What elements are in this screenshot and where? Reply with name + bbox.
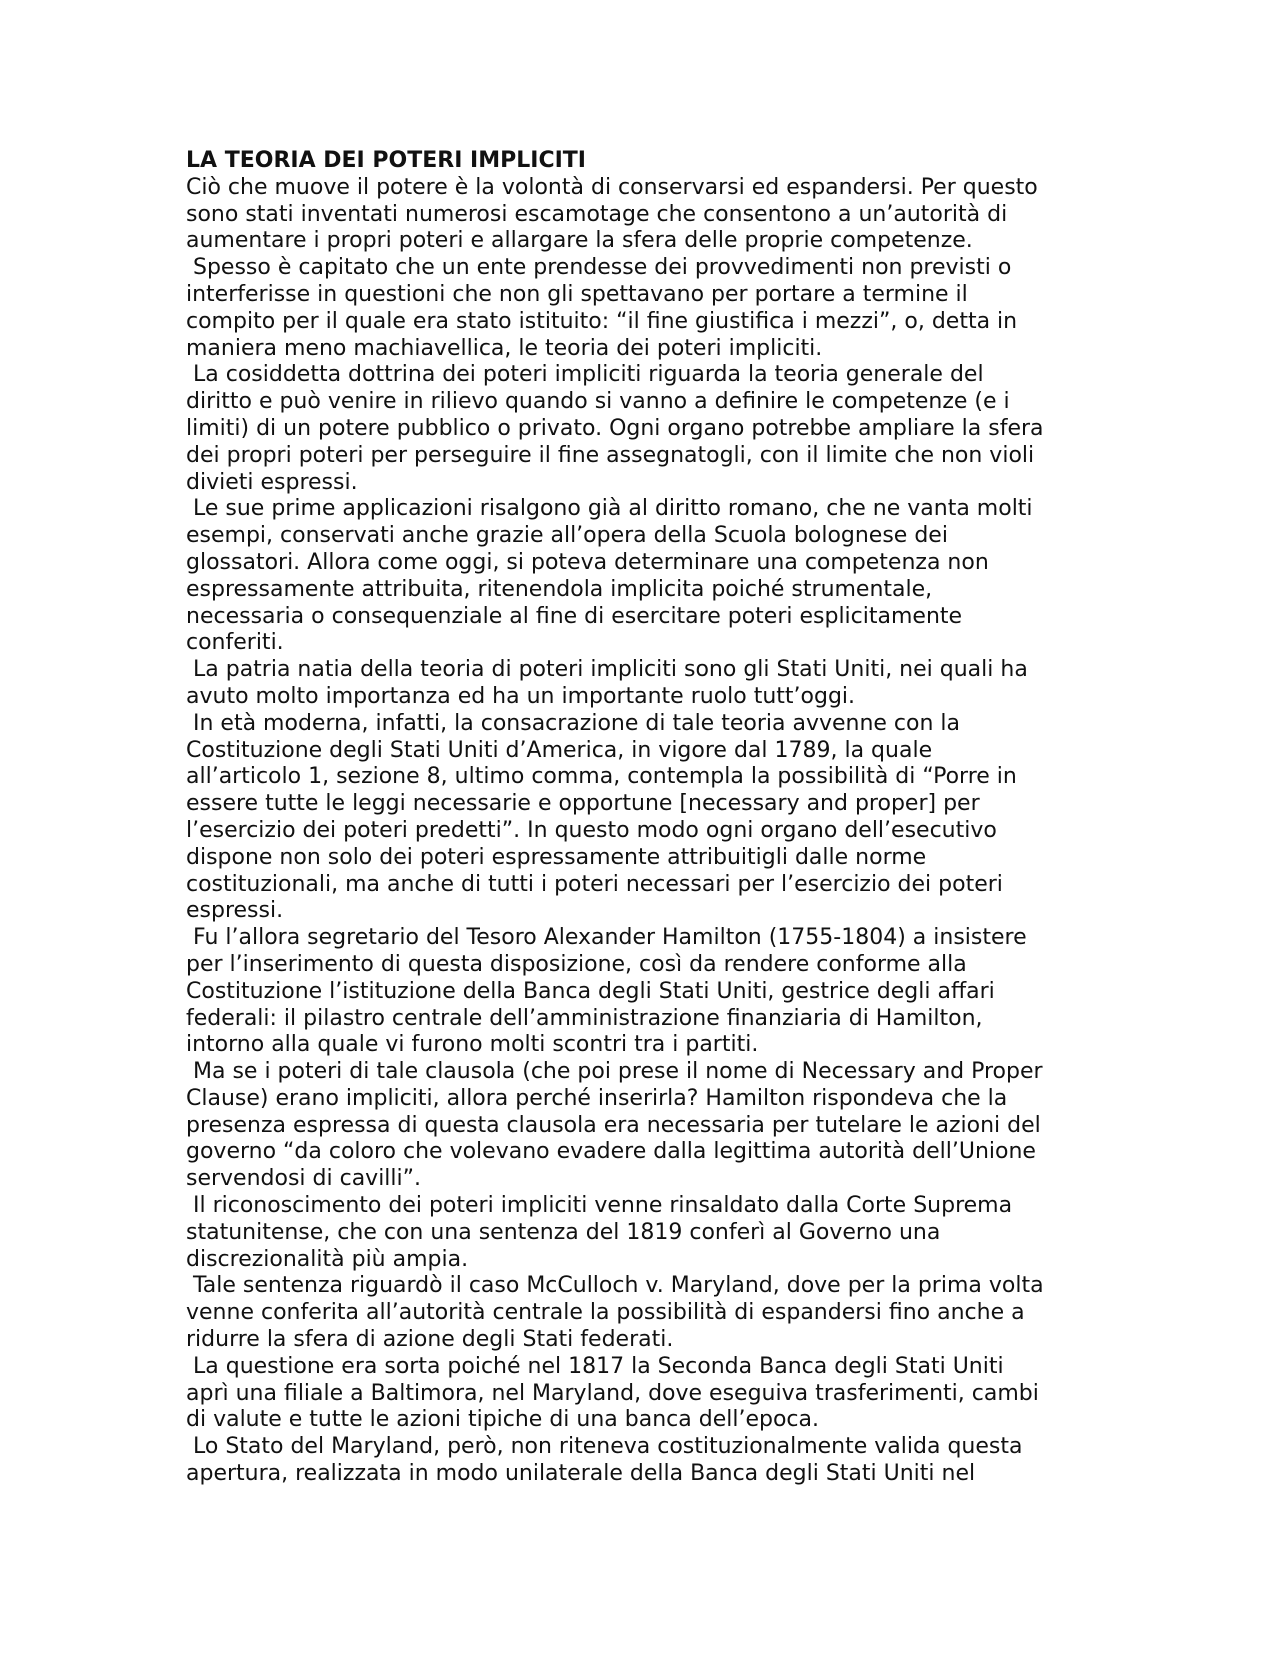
text-line: per l’inserimento di questa disposizione, così da rendere conforme alla — [186, 951, 967, 977]
text-line: espressi. — [186, 898, 284, 924]
text-line: glossatori. Allora come oggi, si poteva determinare una competenza non — [186, 549, 989, 575]
text-line: Costituzione degli Stati Uniti d’America, in vigore dal 1789, la quale — [186, 737, 933, 763]
text-line: avuto molto importanza ed ha un importante ruolo tutt’oggi. — [186, 683, 856, 709]
text-line: compito per il quale era stato istituito: “il fine giustifica i mezzi”, o, detta in — [186, 308, 1018, 334]
text-line: all’articolo 1, sezione 8, ultimo comma, contempla la possibilità di “Porre in — [186, 764, 1017, 790]
text-line: In età moderna, infatti, la consacrazione di tale teoria avvenne con la — [186, 710, 961, 736]
text-line: divieti espressi. — [186, 469, 358, 495]
text-line: essere tutte le leggi necessarie e opportune [necessary and proper] per — [186, 791, 980, 817]
text-line: venne conferita all’autorità centrale la possibilità di espandersi fino anche a — [186, 1300, 1025, 1326]
text-line: servendosi di cavilli”. — [186, 1166, 422, 1192]
text-line: limiti) di un potere pubblico o privato. Ogni organo potrebbe ampliare la sfera — [186, 415, 1044, 441]
text-line: Tale sentenza riguardò il caso McCulloch v. Maryland, dove per la prima volta — [186, 1273, 1044, 1299]
text-line: La questione era sorta poiché nel 1817 la Seconda Banca degli Stati Uniti — [186, 1353, 1004, 1379]
text-line: costituzionali, ma anche di tutti i poteri necessari per l’esercizio dei poteri — [186, 871, 1003, 897]
text-line: ridurre la sfera di azione degli Stati federati. — [186, 1327, 674, 1353]
document-body — [186, 175, 1186, 1488]
text-line: dispone non solo dei poteri espressamente attribuitigli dalle norme — [186, 844, 927, 870]
text-line: Costituzione l’istituzione della Banca degli Stati Uniti, gestrice degli affari — [186, 978, 995, 1004]
text-line: Fu l’allora segretario del Tesoro Alexander Hamilton (1755-1804) a insistere — [186, 925, 1027, 951]
text-line: maniera meno machiavellica, le teoria dei poteri impliciti. — [186, 335, 823, 361]
text-line: Le sue prime applicazioni risalgono già al diritto romano, che ne vanta molti — [186, 496, 1033, 522]
text-line: statunitense, che con una sentenza del 1819 conferì al Governo una — [186, 1219, 941, 1245]
text-line: l’esercizio dei poteri predetti”. In questo modo ogni organo dell’esecutivo — [186, 817, 997, 843]
text-line: dei propri poteri per perseguire il fine assegnatogli, con il limite che non violi — [186, 442, 1035, 468]
text-line: necessaria o consequenziale al fine di esercitare poteri esplicitamente — [186, 603, 963, 629]
text-line: intorno alla quale vi furono molti scontri tra i partiti. — [186, 1032, 759, 1058]
text-line: Il riconoscimento dei poteri impliciti venne rinsaldato dalla Corte Suprema — [186, 1193, 1013, 1219]
text-line: Clause) erano impliciti, allora perché inserirla? Hamilton rispondeva che la — [186, 1085, 1008, 1111]
text-line: Ciò che muove il potere è la volontà di conservarsi ed espandersi. Per questo — [186, 174, 1038, 200]
text-line: presenza espressa di questa clausola era necessaria per tutelare le azioni del — [186, 1112, 1041, 1138]
text-line: di valute e tutte le azioni tipiche di una banca dell’epoca. — [186, 1407, 819, 1433]
text-line: aumentare i propri poteri e allargare la sfera delle proprie competenze. — [186, 228, 973, 254]
text-line: conferiti. — [186, 630, 284, 656]
text-line: Ma se i poteri di tale clausola (che poi prese il nome di Necessary and Proper — [186, 1059, 1043, 1085]
text-line: esempi, conservati anche grazie all’opera della Scuola bolognese dei — [186, 523, 948, 549]
document-page — [186, 148, 1186, 1488]
text-line: La cosiddetta dottrina dei poteri impliciti riguarda la teoria generale del — [186, 362, 984, 388]
text-line: Spesso è capitato che un ente prendesse dei provvedimenti non previsti o — [186, 255, 1012, 281]
text-line: Lo Stato del Maryland, però, non riteneva costituzionalmente valida questa — [186, 1434, 1023, 1460]
text-line: diritto e può venire in rilievo quando si vanno a definire le competenze (e i — [186, 389, 1010, 415]
text-line: La patria natia della teoria di poteri impliciti sono gli Stati Uniti, nei quali ha — [186, 657, 1028, 683]
document-title: LA TEORIA DEI POTERI IMPLICITI — [186, 148, 586, 173]
text-line: discrezionalità più ampia. — [186, 1246, 469, 1272]
text-line: aprì una filiale a Baltimora, nel Maryland, dove eseguiva trasferimenti, cambi — [186, 1380, 1039, 1406]
text-line: sono stati inventati numerosi escamotage che consentono a un’autorità di — [186, 201, 1008, 227]
text-line: interferisse in questioni che non gli spettavano per portare a termine il — [186, 281, 968, 307]
text-line: federali: il pilastro centrale dell’amministrazione finanziaria di Hamilton, — [186, 1005, 983, 1031]
text-line: governo “da coloro che volevano evadere dalla legittima autorità dell’Unione — [186, 1139, 1036, 1165]
text-line: espressamente attribuita, ritenendola implicita poiché strumentale, — [186, 576, 933, 602]
text-line: apertura, realizzata in modo unilaterale della Banca degli Stati Uniti nel — [186, 1461, 976, 1487]
